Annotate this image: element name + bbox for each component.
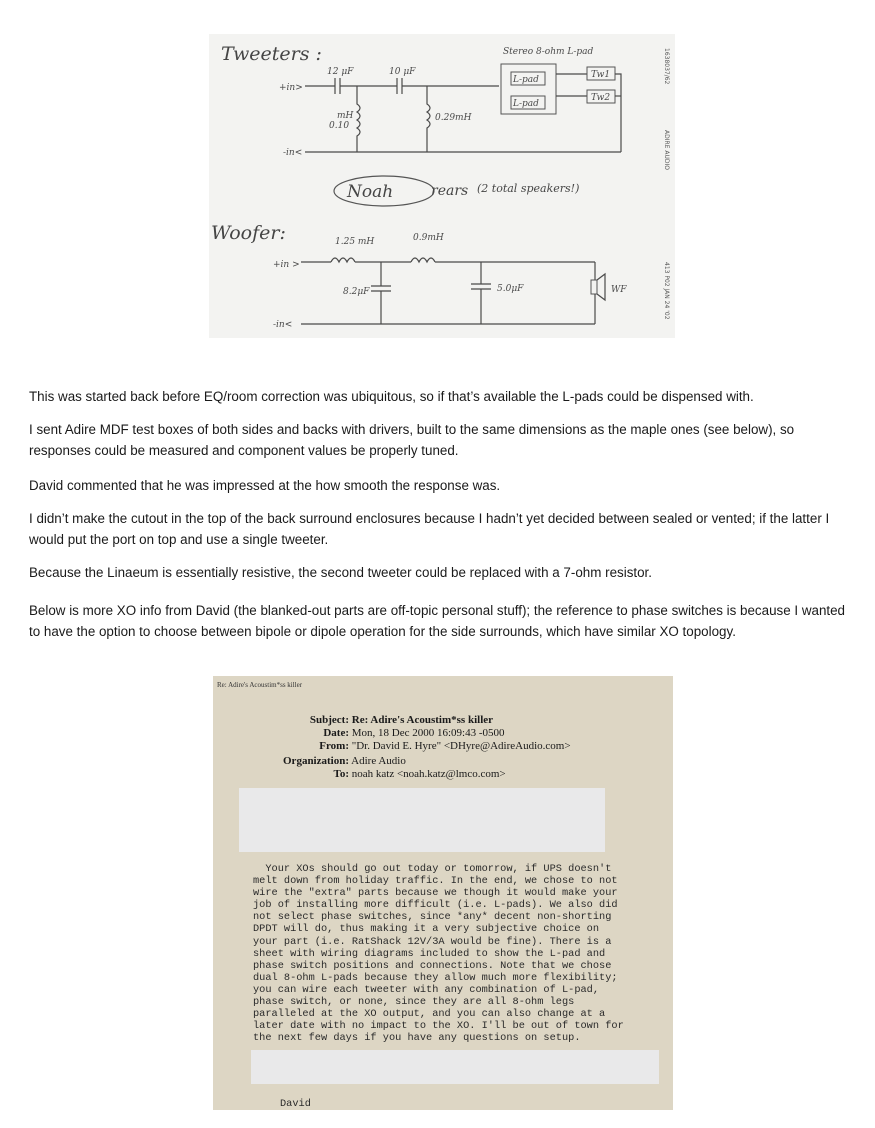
paragraph-eq-note: This was started back before EQ/room correction was ubiquitous, so if that’s available the L-pads could be dispensed with. [29,389,754,404]
noah-note: Noah [347,182,394,202]
woofer-cap-82-value: 8.2μF [343,287,370,297]
woofer-cap-50-value: 5.0μF [497,284,524,294]
rears-note: rears [431,183,469,199]
woofer-ind-09-value: 0.9mH [413,233,444,243]
paragraph-xo-info: Below is more XO info from David (the blanked-out parts are off-topic personal stuff); the reference to phase switches is because I wanted to have the option to choose between bipole or dipole operation for the side surrounds, which have similar XO topology. [29,603,846,639]
date-label: Date: [323,727,349,739]
redacted-block-bottom [251,1050,659,1084]
crossover-schematic-photo [209,34,675,338]
woofer-in-plus: +in > [273,260,300,270]
email-org-row [251,755,406,767]
fax-margin-top: 1638037/62 [663,48,670,85]
email-from-row [251,740,571,752]
lpad2-label: L-pad [513,99,539,109]
fax-margin-bot: 413 P02 JAN 24 '02 [663,262,670,320]
email-to-row [251,768,506,780]
redacted-block-top [239,788,605,852]
email-org: Adire Audio [351,755,406,767]
schematic-drawing [209,34,675,338]
subject-label: Subject: [309,714,349,726]
email-from: "Dr. David E. Hyre" <DHyre@AdireAudio.com> [351,740,571,752]
tweeter-ind-small-unit: mH [337,111,354,121]
email-subject-row [251,714,493,726]
paragraph-cutout: I didn’t make the cutout in the top of the back surround enclosures because I hadn’t yet decided between sealed or vented; if the latter I would put the port on top and use a single tweeter. [29,511,830,547]
to-label: To: [333,768,349,780]
fax-margin-mid: ADIRE AUDIO [663,130,670,170]
email-date-row [251,727,505,739]
paragraph-david-comment: David commented that he was impressed at the how smooth the response was. [29,478,501,493]
stereo-lpad-note: Stereo 8-ohm L-pad [503,47,594,57]
tweeter-cap1-value: 12 μF [327,67,354,77]
paragraph-linaeum: Because the Linaeum is essentially resistive, the second tweeter could be replaced with a 7-ohm resistor. [29,565,652,580]
email-subject: Re: Adire's Acoustim*ss killer [351,714,494,726]
tweeter-in-plus: +in> [279,83,303,93]
paragraph-test-boxes: I sent Adire MDF test boxes of both sides and backs with drivers, built to the same dimensions as the maple ones (see below), so responses could be measured and component values be properly tuned. [29,422,795,458]
tweeter-ind-029-value: 0.29mH [435,113,472,123]
tw2-label: Tw2 [591,93,611,103]
email-corner-header: Re: Adire's Acoustim*ss killer [217,681,303,689]
lpad1-label: L-pad [513,75,539,85]
org-label: Organization: [283,755,349,767]
tweeter-cap2-value: 10 μF [389,67,416,77]
tw1-label: Tw1 [591,70,611,80]
email-to: noah katz <noah.katz@lmco.com> [351,768,506,780]
total-speakers-note: (2 total speakers!) [477,182,580,195]
woofer-in-minus: -in< [273,320,293,330]
woofer-wf-label: WF [611,285,627,295]
tweeters-title: Tweeters : [221,43,322,65]
from-label: From: [319,740,349,752]
tweeter-in-minus: -in< [283,148,303,158]
email-printout-photo [213,676,673,1110]
email-body-text: Your XOs should go out today or tomorrow, if UPS doesn't melt down from holiday traffic. In the end, we chose to not wire the "extra" parts because we though it would make your job of installing more difficult (i.e. L-pads). We also did not select phase switches, since *any* decent non-shorting DPDT will do, thus making it a very subjective choice on your part (i.e. RatShack 12V/3A would be fine). There is a sheet with wiring diagrams included to show the L-pad and phase switch positions and connections. Note that we chose dual 8-ohm L-pads because they allow much more flexibility; you can wire each tweeter with any combination of L-pad, phase switch, or none, since they are all 8-ohm legs paralleled at the XO output, and you can also change at a later date with no impact to the XO. I'll be out of town for the next few days if you have any questions on setup. [253,863,624,1045]
woofer-title: Woofer: [211,222,286,244]
email-date: Mon, 18 Dec 2000 16:09:43 -0500 [351,727,505,739]
woofer-ind-125-value: 1.25 mH [335,237,375,247]
email-signature: David [280,1098,311,1110]
tweeter-ind-small-value: 0.10 [329,121,350,131]
